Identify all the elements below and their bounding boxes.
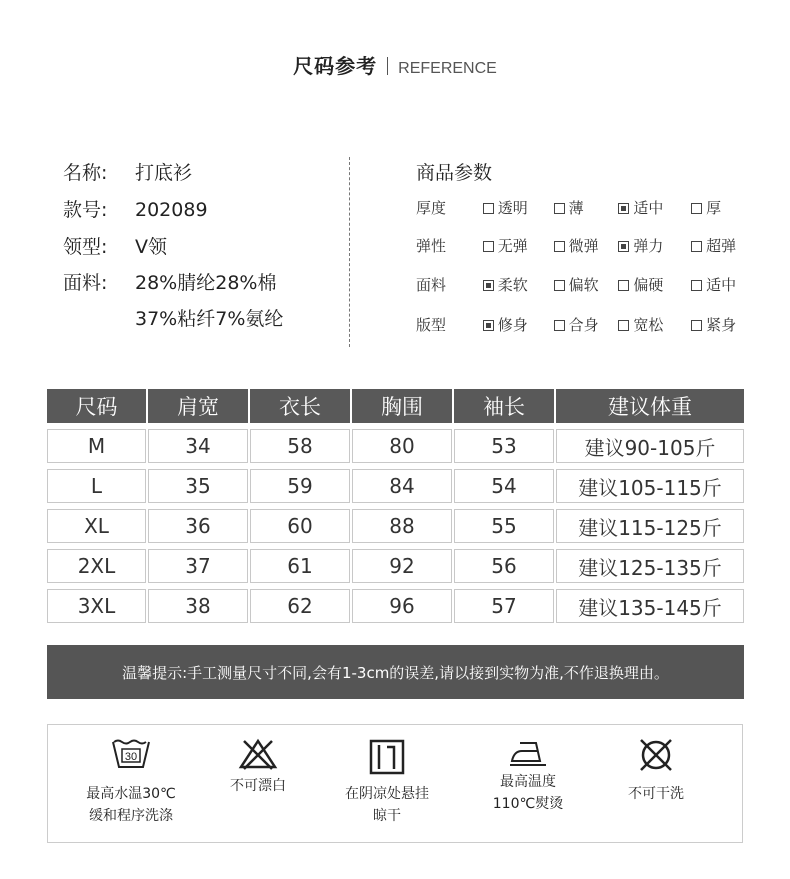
checkbox-icon	[554, 320, 565, 331]
table-cell: 建议90-105斤	[556, 429, 744, 463]
checkbox-checked-icon	[483, 280, 494, 291]
param-label: 厚度	[416, 199, 447, 217]
table-cell: XL	[47, 509, 146, 543]
page-title	[0, 50, 790, 79]
table-cell: 34	[148, 429, 248, 463]
checkbox-checked-icon	[618, 241, 629, 252]
table-cell: 96	[352, 589, 452, 623]
info-fabric-row	[63, 268, 276, 295]
info-label: 名称:	[63, 162, 108, 184]
checkbox-icon	[691, 241, 702, 252]
table-cell: 57	[454, 589, 554, 623]
table-cell: 37	[148, 549, 248, 583]
table-header-cell: 袖长	[454, 389, 554, 423]
param-option: 透明	[483, 197, 543, 218]
checkbox-icon	[691, 203, 702, 214]
tip-bar	[47, 645, 744, 699]
table-cell: 88	[352, 509, 452, 543]
info-value: 202089	[135, 199, 208, 221]
drip-dry-icon	[369, 739, 405, 775]
title-divider	[387, 57, 388, 75]
info-label: 款号:	[63, 199, 108, 221]
care-text: 缓和程序洗涤	[89, 808, 173, 824]
table-cell: 53	[454, 429, 554, 463]
table-header-cell: 衣长	[250, 389, 350, 423]
param-option: 适中	[691, 274, 736, 295]
table-cell: 建议115-125斤	[556, 509, 744, 543]
checkbox-icon	[483, 203, 494, 214]
table-cell: 38	[148, 589, 248, 623]
size-table	[47, 389, 744, 629]
param-option: 弹力	[618, 235, 680, 256]
info-fabric-row-2	[135, 304, 283, 331]
table-row	[47, 429, 744, 463]
info-value: 打底衫	[135, 162, 193, 184]
table-header-row	[47, 389, 744, 423]
params-title: 商品参数	[416, 162, 493, 184]
table-cell: 36	[148, 509, 248, 543]
care-box	[47, 724, 743, 843]
info-value: 37%粘纤7%氨纶	[135, 308, 284, 330]
checkbox-icon	[618, 320, 629, 331]
info-value: V领	[135, 236, 167, 258]
care-iron	[476, 737, 580, 815]
param-row-fabric	[416, 274, 742, 295]
title-cn: 尺码参考	[293, 54, 378, 78]
table-row	[47, 469, 744, 503]
table-cell: 建议125-135斤	[556, 549, 744, 583]
param-option: 合身	[554, 314, 608, 335]
care-text: 最高温度	[500, 774, 556, 790]
info-value: 28%腈纶28%棉	[135, 272, 277, 294]
table-cell: 84	[352, 469, 452, 503]
table-cell: 59	[250, 469, 350, 503]
table-cell: 55	[454, 509, 554, 543]
param-option: 超弹	[691, 235, 736, 256]
checkbox-icon	[554, 280, 565, 291]
care-text: 不可干洗	[628, 786, 684, 802]
info-label: 面料:	[63, 272, 108, 294]
table-row	[47, 549, 744, 583]
wash-temp-number: 30	[124, 751, 138, 763]
care-no-bleach	[216, 737, 300, 797]
care-text: 最高水温30℃	[86, 786, 176, 802]
table-cell: 61	[250, 549, 350, 583]
table-header-cell: 胸围	[352, 389, 452, 423]
checkbox-icon	[554, 203, 565, 214]
no-bleach-icon	[238, 737, 278, 771]
param-row-elasticity	[416, 235, 742, 256]
param-label: 面料	[416, 276, 447, 294]
param-option: 偏硬	[618, 274, 680, 295]
table-cell: 60	[250, 509, 350, 543]
param-option: 厚	[691, 197, 721, 218]
care-no-dryclean	[608, 737, 704, 805]
table-cell: 建议135-145斤	[556, 589, 744, 623]
info-label: 领型:	[63, 236, 108, 258]
checkbox-icon	[483, 241, 494, 252]
title-en: REFERENCE	[398, 60, 497, 77]
info-collar-row	[63, 232, 167, 259]
param-label: 弹性	[416, 237, 447, 255]
table-cell: 2XL	[47, 549, 146, 583]
wash-tub-icon	[111, 737, 151, 769]
param-option: 薄	[554, 197, 608, 218]
table-cell: 35	[148, 469, 248, 503]
info-name-row	[63, 158, 192, 185]
checkbox-icon	[618, 280, 629, 291]
table-cell: 56	[454, 549, 554, 583]
param-row-fit	[416, 314, 742, 335]
tip-text: 温馨提示:手工测量尺寸不同,会有1-3cm的误差,请以接到实物为准,不作退换理由。	[122, 663, 669, 682]
table-row	[47, 509, 744, 543]
checkbox-checked-icon	[618, 203, 629, 214]
info-style-row	[63, 195, 208, 222]
param-label: 版型	[416, 316, 447, 334]
checkbox-checked-icon	[483, 320, 494, 331]
param-option: 微弹	[554, 235, 608, 256]
table-cell: 建议105-115斤	[556, 469, 744, 503]
table-cell: 80	[352, 429, 452, 463]
table-header-cell: 建议体重	[556, 389, 744, 423]
care-text: 晾干	[373, 808, 401, 824]
no-dry-clean-icon	[636, 737, 676, 773]
care-wash	[68, 737, 194, 827]
param-option: 紧身	[691, 314, 736, 335]
table-cell: 54	[454, 469, 554, 503]
param-option: 无弹	[483, 235, 543, 256]
table-row	[47, 589, 744, 623]
param-option: 修身	[483, 314, 543, 335]
table-cell: 58	[250, 429, 350, 463]
table-cell: 62	[250, 589, 350, 623]
care-text: 在阴凉处悬挂	[345, 786, 429, 802]
care-text: 不可漂白	[230, 778, 286, 794]
care-line-dry	[328, 739, 446, 827]
table-header-cell: 肩宽	[148, 389, 248, 423]
param-option: 偏软	[554, 274, 608, 295]
checkbox-icon	[554, 241, 565, 252]
care-text: 110℃熨烫	[492, 796, 564, 812]
table-cell: M	[47, 429, 146, 463]
param-option: 宽松	[618, 314, 680, 335]
checkbox-icon	[691, 320, 702, 331]
checkbox-icon	[691, 280, 702, 291]
param-option: 适中	[618, 197, 680, 218]
table-header-cell: 尺码	[47, 389, 146, 423]
param-option: 柔软	[483, 274, 543, 295]
table-cell: 3XL	[47, 589, 146, 623]
table-cell: L	[47, 469, 146, 503]
table-cell: 92	[352, 549, 452, 583]
param-row-thickness	[416, 197, 727, 218]
iron-icon	[508, 737, 548, 767]
divider-dashed	[349, 157, 350, 347]
